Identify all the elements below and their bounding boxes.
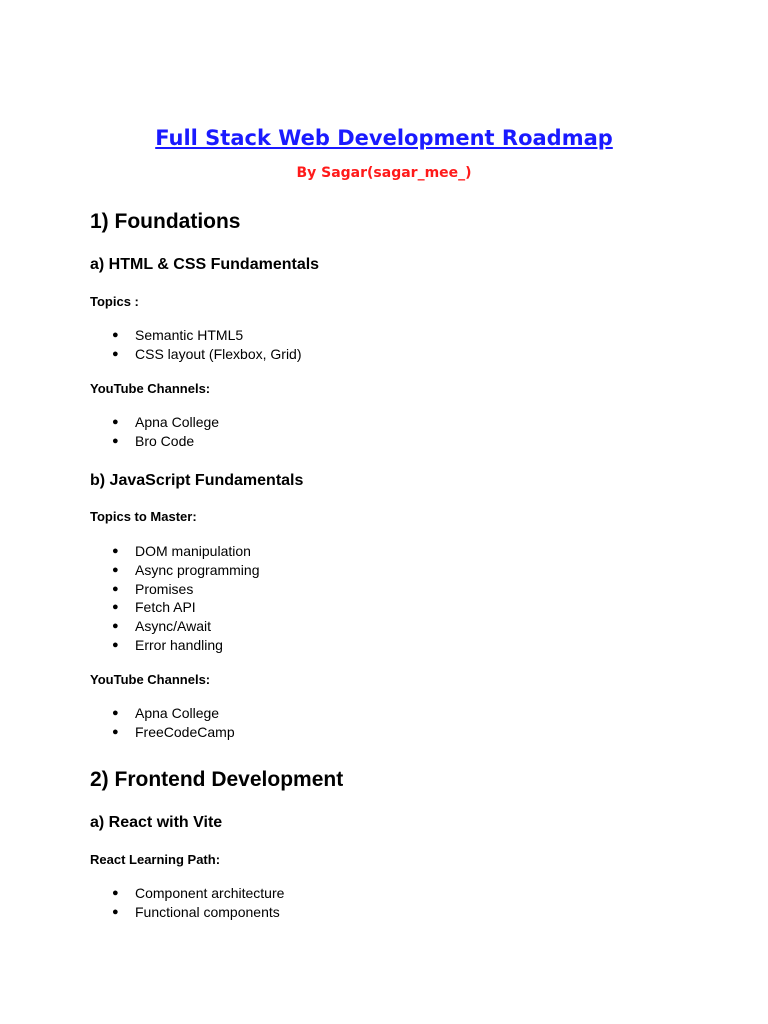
group-label-youtube-channels: YouTube Channels:: [90, 381, 211, 396]
list-item: [90, 432, 219, 451]
document-author: By Sagar(sagar_mee_): [296, 165, 472, 181]
list-item: [90, 723, 235, 742]
list-item: [90, 580, 260, 599]
list-item-text: Async/Await: [135, 618, 211, 635]
bullet-icon: ●: [112, 545, 119, 557]
list-item-text: CSS layout (Flexbox, Grid): [135, 345, 302, 362]
group-label-topics-to-master: Topics to Master:: [90, 509, 197, 524]
section-heading-frontend-development: 2) Frontend Development: [90, 768, 344, 791]
list-item-text: Fetch API: [135, 599, 196, 616]
subsection-heading-html-css: a) HTML & CSS Fundamentals: [90, 256, 320, 273]
channels-list: [90, 704, 235, 742]
topics-list: [90, 542, 260, 655]
channels-list: [90, 413, 219, 451]
learning-path-list: [90, 884, 284, 922]
list-item-text: Semantic HTML5: [135, 327, 244, 343]
document-title-link[interactable]: Full Stack Web Development Roadmap: [155, 126, 613, 150]
list-item-text: DOM manipulation: [135, 543, 251, 559]
list-item-text: Component architecture: [135, 885, 285, 901]
list-item: [90, 704, 235, 723]
list-item: [90, 598, 260, 617]
subsection-heading-react-vite: a) React with Vite: [90, 814, 223, 831]
list-item: [90, 326, 302, 345]
bullet-icon: ●: [112, 347, 119, 360]
list-item: [90, 542, 260, 561]
list-item-text: Functional components: [135, 903, 280, 920]
subsection-heading-javascript: b) JavaScript Fundamentals: [90, 472, 304, 489]
list-item-text: Apna College: [135, 414, 220, 430]
group-label-topics: Topics :: [90, 294, 139, 309]
bullet-icon: ●: [112, 905, 119, 918]
topics-list: [90, 326, 302, 364]
list-item-text: FreeCodeCamp: [135, 723, 235, 740]
bullet-icon: ●: [112, 601, 119, 614]
bullet-icon: ●: [112, 887, 119, 899]
bullet-icon: ●: [112, 725, 119, 738]
bullet-icon: ●: [112, 582, 119, 595]
list-item: [90, 345, 302, 364]
list-item: [90, 903, 284, 922]
bullet-icon: ●: [112, 707, 119, 719]
bullet-icon: ●: [112, 563, 119, 576]
section-heading-foundations: 1) Foundations: [90, 210, 241, 233]
bullet-icon: ●: [112, 638, 119, 651]
list-item-text: Bro Code: [135, 432, 195, 449]
list-item-text: Promises: [135, 580, 194, 597]
list-item-text: Async programming: [135, 561, 260, 578]
bullet-icon: ●: [112, 620, 119, 633]
list-item: [90, 413, 219, 432]
list-item: [90, 636, 260, 655]
group-label-youtube-channels: YouTube Channels:: [90, 672, 211, 687]
group-label-react-learning-path: React Learning Path:: [90, 852, 221, 867]
list-item-text: Apna College: [135, 705, 220, 721]
list-item: [90, 561, 260, 580]
bullet-icon: ●: [112, 416, 119, 428]
list-item-text: Error handling: [135, 636, 223, 653]
bullet-icon: ●: [112, 329, 119, 341]
list-item: [90, 617, 260, 636]
list-item: [90, 884, 284, 903]
bullet-icon: ●: [112, 434, 119, 447]
